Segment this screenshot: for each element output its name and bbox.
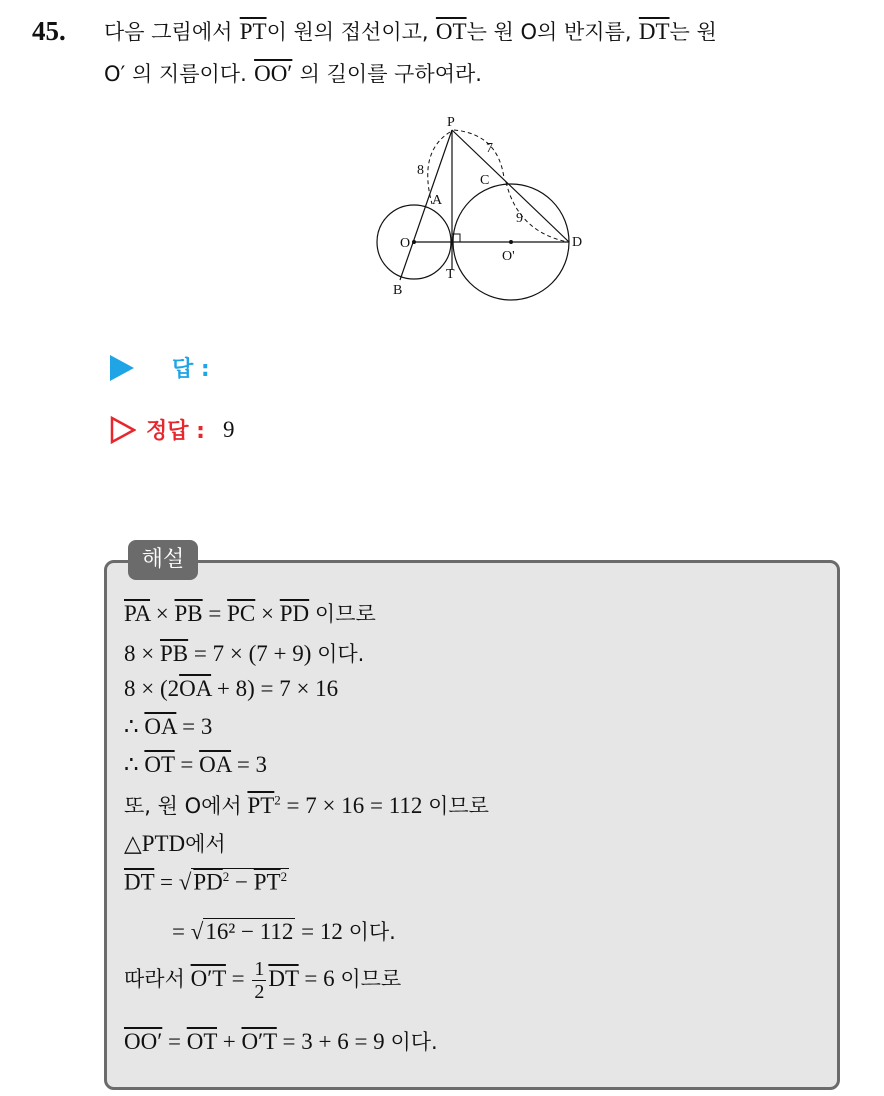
correct-answer-row: [110, 414, 234, 445]
question-number: 45.: [32, 16, 66, 46]
correct-triangle-icon: [110, 416, 136, 444]
solution-tab: 해설: [128, 540, 198, 580]
label-b: B: [393, 283, 403, 298]
label-t: T: [446, 267, 455, 282]
answer-triangle-icon: [110, 355, 134, 381]
solution-line-8: $\overline{DT} = √PD^2 - \overline{PT}^2$: [124, 869, 288, 895]
solution-line-5: ∴ $\overline{OT} = \overline{OA} = 3$: [124, 752, 268, 777]
solution-line-4: ∴ $\overline{OA} = 3$: [124, 714, 213, 739]
solution-line-7: △PTD에서: [124, 831, 226, 856]
secant-pd: [452, 130, 569, 242]
point-o: [412, 240, 416, 244]
correct-answer-value: 9: [222, 416, 235, 442]
arc-7: [454, 130, 504, 178]
label-p: P: [447, 115, 455, 130]
solution-line-2: $8 \times \overline{PB} = 7 \times (7 + 9)$ 이다.: [124, 641, 365, 666]
solution-line-11: $OO' = \overline{OT} + O'T = 3 + 6 = 9$ 이다.: [124, 1029, 438, 1054]
solution-line-3: $8 \times (2\overline{OA} + 8) = 7 \times 16$: [124, 676, 339, 701]
figure-labels: [393, 115, 582, 298]
answer-row: [110, 352, 210, 383]
question-text-line2: O′ 의 지름이다. OO′ 의 길이를 구하여라.: [104, 61, 482, 86]
point-o-prime: [509, 240, 513, 244]
solution-line-9: = √16² − 112 = 12 이다.: [172, 919, 396, 944]
label-a: A: [432, 193, 443, 208]
solution-line-10: 따라서 O′T = $\frac{1}{2}$ $\overline{DT} = 6$ 이므로: [124, 958, 402, 1003]
solution-line-6: 또, 원 O에서 $\overline{PT}^2 = 7 \times 16 = 112$ 이므로: [124, 792, 489, 818]
label-d: D: [572, 235, 583, 250]
question-text-line1: 다음 그림에서 $\overline{PT}$이 원의 접선이고, $\overline{OT}$는 원 O의 반지름, $\overline{DT}$는 원: [104, 19, 717, 44]
length-9: 9: [516, 211, 523, 226]
label-o-prime: O': [502, 249, 515, 264]
answer-label: 답 :: [172, 357, 210, 382]
solution-line-1: $\overline{PA} \times \overline{PB} = \overline{PC} \times \overline{PD}$ 이므로: [124, 601, 376, 626]
correct-answer-label: 정답 :: [146, 419, 205, 444]
label-o: O: [400, 236, 411, 251]
length-8: 8: [417, 163, 424, 178]
label-c: C: [480, 173, 490, 188]
length-7: 7: [486, 141, 493, 156]
geometry-figure: [368, 112, 598, 312]
